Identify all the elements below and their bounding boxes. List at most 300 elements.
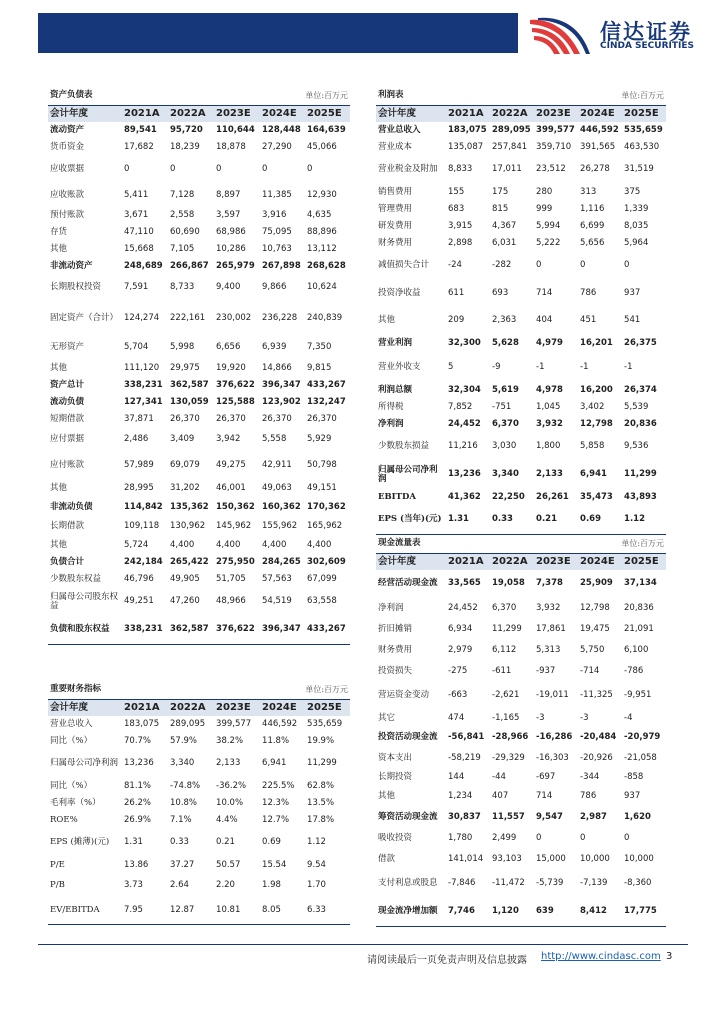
- footer-rule: [38, 944, 688, 945]
- table-row: [48, 360, 350, 377]
- cell-value: 2,363: [492, 314, 517, 325]
- cell-value: 26,370: [262, 413, 292, 424]
- table-row: [48, 554, 350, 571]
- cell-value: -3: [536, 712, 545, 723]
- cell-value: 6,656: [216, 342, 241, 353]
- cell-value: 20,836: [624, 418, 657, 429]
- cell-value: 3,942: [216, 434, 241, 445]
- cell-value: 26,278: [580, 164, 610, 175]
- cell-value: 683: [448, 203, 465, 214]
- table-row: [376, 489, 666, 506]
- cell-value: 289,095: [170, 718, 206, 729]
- cell-value: 7.1%: [170, 814, 192, 825]
- cell-value: 11.8%: [262, 735, 290, 746]
- cell-value: 937: [624, 790, 641, 801]
- cell-value: 155,962: [262, 520, 298, 531]
- cell-value: 183,075: [124, 718, 160, 729]
- table-row: [376, 898, 666, 927]
- cell-value: 265,422: [170, 556, 209, 567]
- row-label: 现金流净增加额: [376, 898, 446, 927]
- cell-value: -663: [448, 690, 468, 701]
- cell-value: 47,110: [124, 226, 154, 237]
- cell-value: 114,842: [124, 501, 163, 512]
- cell-value: 50,798: [307, 459, 337, 470]
- cell-value: 399,577: [216, 718, 252, 729]
- cell-value: 1.31: [446, 506, 490, 535]
- cell-value: -937: [536, 665, 556, 676]
- cell-value: 8,897: [216, 189, 241, 200]
- cell-value: 46,796: [124, 573, 154, 584]
- cell-value: 19,475: [580, 623, 610, 634]
- cell-value: 5,994: [536, 220, 561, 231]
- cell-value: 11,216: [448, 441, 478, 452]
- cell-value: -7,846: [448, 878, 476, 889]
- column-header-year: 2025E: [305, 700, 350, 717]
- table-row: [48, 336, 350, 360]
- cell-value: 7,746: [446, 898, 490, 927]
- cell-value: 24,452: [448, 418, 481, 429]
- cell-value: 15,668: [124, 243, 154, 254]
- key-indicators-table: [48, 680, 350, 925]
- cell-value: 21,091: [624, 623, 654, 634]
- row-label: 筹资活动现金流: [378, 811, 438, 822]
- cell-value: 815: [492, 203, 509, 214]
- cell-value: -697: [536, 771, 556, 782]
- cell-value: 535,659: [307, 718, 343, 729]
- cell-value: 17,011: [492, 164, 522, 175]
- cell-value: 41,362: [448, 491, 481, 502]
- cell-value: 10.8%: [170, 797, 198, 808]
- cell-value: 0.69: [262, 837, 281, 848]
- row-label: 毛利率（%）: [50, 797, 101, 808]
- cell-value: 6,370: [492, 602, 517, 613]
- cell-value: 23,512: [536, 164, 566, 175]
- cell-value: 125,588: [216, 396, 255, 407]
- footer-disclaimer: 请阅读最后一页免责声明及信息披露: [367, 955, 527, 966]
- table-row: [48, 812, 350, 829]
- cell-value: 1,800: [536, 441, 561, 452]
- cell-value: 16,200: [580, 384, 613, 395]
- cell-value: 376,622: [214, 616, 260, 645]
- income-statement-table: [376, 86, 666, 535]
- cell-value: 164,639: [307, 124, 346, 135]
- cell-value: 433,267: [307, 379, 346, 390]
- cell-value: 2,558: [170, 209, 195, 220]
- cell-value: 33,565: [448, 578, 481, 589]
- cell-value: 275,950: [216, 556, 255, 567]
- cell-value: 5,222: [536, 237, 561, 248]
- cell-value: 6,031: [492, 237, 517, 248]
- cell-value: 5,704: [124, 342, 149, 353]
- column-header-year: 2023E: [534, 554, 578, 571]
- footer-website-link[interactable]: http://www.cindasc.com: [541, 951, 661, 962]
- cell-value: -20,926: [580, 752, 613, 763]
- cell-value: -1: [580, 362, 589, 373]
- cell-value: 10,286: [216, 243, 246, 254]
- cell-value: 4,635: [307, 209, 332, 220]
- cell-value: 25,909: [580, 578, 613, 589]
- cell-value: 5,750: [580, 644, 605, 655]
- cell-value: 12,930: [307, 189, 337, 200]
- cell-value: 17.8%: [307, 814, 335, 825]
- cell-value: 13,236: [448, 469, 481, 480]
- column-header-label: 会计年度: [48, 106, 122, 123]
- cell-value: 5,628: [492, 337, 519, 348]
- cell-value: 170,362: [307, 501, 346, 512]
- table-row: [376, 139, 666, 156]
- table-row: [376, 433, 666, 461]
- table-row: [48, 184, 350, 207]
- cell-value: 4,979: [536, 337, 563, 348]
- table-row: [376, 201, 666, 218]
- row-label: P/B: [50, 879, 65, 890]
- cell-value: 19,058: [492, 578, 525, 589]
- cell-value: 109,118: [124, 520, 160, 531]
- cell-value: -714: [580, 665, 600, 676]
- row-label: EBITDA: [378, 491, 416, 502]
- row-label: 减值损失合计: [378, 260, 430, 271]
- cell-value: 3,932: [536, 418, 563, 429]
- table-row: [48, 829, 350, 857]
- cell-value: 5,929: [307, 434, 332, 445]
- row-label: 长期投资: [378, 771, 413, 782]
- cell-value: 362,587: [170, 379, 209, 390]
- table-header-row: [48, 700, 350, 717]
- cell-value: 5,998: [170, 342, 195, 353]
- cell-value: -2,621: [492, 690, 520, 701]
- cell-value: 49,275: [216, 459, 246, 470]
- row-label: 财务费用: [378, 644, 413, 655]
- cell-value: 3,340: [170, 758, 195, 769]
- table-row: [48, 716, 350, 733]
- table-row: [376, 870, 666, 898]
- cell-value: 0.21: [216, 837, 235, 848]
- cell-value: 1.70: [307, 879, 326, 890]
- row-label: 同比（%）: [50, 780, 93, 791]
- row-label: 负债合计: [50, 556, 85, 567]
- cell-value: 0: [170, 164, 176, 175]
- table-row: [376, 570, 666, 598]
- cell-value: 6,112: [492, 644, 517, 655]
- table-row: [376, 769, 666, 786]
- table-header-row: [48, 106, 350, 123]
- table-title-row: [376, 86, 666, 106]
- cell-value: 714: [536, 288, 553, 299]
- column-header-year: 2021A: [122, 106, 168, 123]
- cell-value: 9.54: [307, 859, 326, 870]
- cell-value: -20,979: [624, 731, 661, 742]
- row-label: 其他: [50, 483, 68, 494]
- table-row: [376, 598, 666, 619]
- cell-value: 70.7%: [124, 735, 152, 746]
- cell-value: 714: [536, 790, 553, 801]
- cell-value: 2,499: [492, 832, 517, 843]
- cell-value: 26,375: [624, 337, 657, 348]
- cell-value: 26,370: [216, 413, 246, 424]
- cell-value: 12.7%: [262, 814, 290, 825]
- table-row: [376, 416, 666, 433]
- cell-value: 541: [624, 314, 641, 325]
- cell-value: 3,597: [216, 209, 241, 220]
- table-row: [48, 874, 350, 897]
- cell-value: 50.57: [216, 859, 241, 870]
- cell-value: 433,267: [305, 616, 350, 645]
- table-row: [48, 394, 350, 411]
- cell-value: 399,577: [536, 124, 575, 135]
- row-label: 其他: [378, 314, 396, 325]
- row-label: 非流动资产: [50, 260, 93, 271]
- cell-value: 7.95: [122, 897, 168, 925]
- cell-value: 93,103: [492, 853, 522, 864]
- row-label: 净利润: [378, 418, 404, 429]
- row-label: 管理费用: [378, 203, 413, 214]
- row-label: 净利润: [378, 602, 404, 613]
- cell-value: 3,402: [580, 401, 605, 412]
- cell-value: 6,370: [492, 418, 519, 429]
- row-label: 支付利息或股息: [378, 878, 438, 889]
- cell-value: -1: [536, 362, 545, 373]
- table-row: [376, 807, 666, 828]
- cell-value: 236,228: [262, 312, 298, 323]
- cell-value: 3,932: [536, 602, 561, 613]
- table-row: [376, 218, 666, 235]
- column-header-year: 2022A: [490, 554, 534, 571]
- table-row: [48, 537, 350, 554]
- row-label: 少数股东损益: [378, 441, 430, 452]
- cell-value: 26.9%: [124, 814, 152, 825]
- row-label: 营业外收支: [378, 362, 421, 373]
- cell-value: 89,541: [124, 124, 157, 135]
- cell-value: 132,247: [307, 396, 346, 407]
- table-row: [48, 857, 350, 874]
- table-row: [48, 588, 350, 616]
- cell-value: 60,690: [170, 226, 200, 237]
- cell-value: 3,915: [448, 220, 473, 231]
- cell-value: 257,841: [492, 141, 528, 152]
- table-row: [376, 235, 666, 252]
- cell-value: 391,565: [580, 141, 616, 152]
- cell-value: 35,473: [580, 491, 613, 502]
- cell-value: -275: [448, 665, 468, 676]
- cell-value: 10.81: [214, 897, 260, 925]
- table-row: [48, 139, 350, 156]
- column-header-year: 2022A: [168, 700, 214, 717]
- cell-value: 123,902: [262, 396, 301, 407]
- cell-value: 81.1%: [124, 780, 152, 791]
- row-label: 吸收投资: [378, 832, 413, 843]
- column-header-year: 2025E: [305, 106, 350, 123]
- table-row: [376, 748, 666, 769]
- cell-value: -786: [624, 665, 644, 676]
- cell-value: 302,609: [307, 556, 346, 567]
- cell-value: 27,290: [262, 141, 292, 152]
- table-row: [48, 275, 350, 301]
- cell-value: 225.5%: [262, 780, 295, 791]
- cell-value: 37.27: [170, 859, 195, 870]
- row-label: 利润总额: [378, 384, 413, 395]
- cell-value: 1,234: [448, 790, 473, 801]
- cell-value: 111,120: [124, 362, 160, 373]
- row-label: 归属母公司净利润: [50, 758, 119, 769]
- row-label: 营业总收入: [378, 124, 421, 135]
- column-header-year: 2021A: [446, 554, 490, 571]
- cell-value: 26,370: [307, 413, 337, 424]
- cell-value: 12.87: [168, 897, 214, 925]
- cell-value: 13,112: [307, 243, 337, 254]
- cell-value: 376,622: [216, 379, 255, 390]
- cell-value: 8,412: [578, 898, 622, 927]
- cell-value: -7,139: [580, 878, 608, 889]
- cell-value: 26,370: [170, 413, 200, 424]
- cell-value: 240,839: [307, 312, 343, 323]
- table-row: [48, 224, 350, 241]
- table-row: [376, 682, 666, 710]
- row-label: 非流动负债: [50, 501, 93, 512]
- cell-value: 49,251: [124, 596, 154, 607]
- table-row: [48, 750, 350, 778]
- cell-value: 4,400: [170, 539, 195, 550]
- table-row: [48, 897, 350, 925]
- cell-value: 88,896: [307, 226, 337, 237]
- balance-sheet-table: [48, 86, 350, 645]
- cell-value: 8.05: [260, 897, 305, 925]
- cell-value: 9,866: [262, 282, 287, 293]
- cell-value: 268,628: [307, 260, 346, 271]
- table-row: [48, 122, 350, 139]
- row-label: 归属母公司净利润: [378, 464, 438, 484]
- cell-value: 57.9%: [170, 735, 198, 746]
- row-label: 固定资产（合计）: [50, 312, 119, 323]
- cinda-logo-icon: [528, 14, 598, 56]
- cell-value: 51,705: [216, 573, 246, 584]
- cell-value: -858: [624, 771, 644, 782]
- cell-value: 338,231: [124, 379, 163, 390]
- cell-value: 62.8%: [307, 780, 335, 791]
- cell-value: 38.2%: [216, 735, 244, 746]
- row-label: 销售费用: [378, 186, 413, 197]
- column-header-year: 2023E: [214, 106, 260, 123]
- cell-value: 5,656: [580, 237, 605, 248]
- cell-value: 4,400: [216, 539, 241, 550]
- column-header-year: 2024E: [578, 106, 622, 123]
- cell-value: 20,836: [624, 602, 654, 613]
- cell-value: 4.4%: [216, 814, 238, 825]
- cell-value: 2,898: [448, 237, 473, 248]
- cell-value: 362,587: [168, 616, 214, 645]
- table-row: [376, 661, 666, 682]
- cell-value: 1,120: [490, 898, 534, 927]
- cell-value: 68,986: [216, 226, 246, 237]
- cell-value: 6,699: [580, 220, 605, 231]
- cell-value: 32,300: [448, 337, 481, 348]
- cell-value: 4,367: [492, 220, 517, 231]
- cell-value: 2,133: [216, 758, 241, 769]
- cell-value: 209: [448, 314, 465, 325]
- cell-value: 42,911: [262, 459, 292, 470]
- cell-value: 407: [492, 790, 509, 801]
- cell-value: 396,347: [262, 379, 301, 390]
- cell-value: 7,852: [448, 401, 473, 412]
- table-title: 资产负债表: [48, 86, 214, 106]
- table-title: 利润表: [376, 86, 534, 106]
- cell-value: 15,000: [536, 853, 566, 864]
- table-row: [376, 280, 666, 308]
- cell-value: 3,671: [124, 209, 149, 220]
- cell-value: 289,095: [492, 124, 531, 135]
- row-label: 营业利润: [378, 337, 413, 348]
- column-header-year: 2022A: [490, 106, 534, 123]
- cell-value: 0: [624, 832, 630, 843]
- table-row: [48, 516, 350, 537]
- cell-value: 1,116: [580, 203, 605, 214]
- cell-value: -74.8%: [170, 780, 201, 791]
- cell-value: 9,400: [216, 282, 241, 293]
- table-title-row: [48, 86, 350, 106]
- table-row: [48, 156, 350, 184]
- cell-value: 8,035: [624, 220, 649, 231]
- row-label: 应付票据: [50, 434, 85, 445]
- cell-value: 32,304: [448, 384, 481, 395]
- cell-value: 535,659: [624, 124, 663, 135]
- cell-value: 0: [580, 260, 586, 271]
- cell-value: 7,105: [170, 243, 195, 254]
- row-label: EPS (摊薄)(元): [50, 837, 110, 848]
- cell-value: 13,236: [124, 758, 154, 769]
- cell-value: -16,286: [536, 731, 573, 742]
- table-row: [376, 786, 666, 807]
- cell-value: -4: [624, 712, 633, 723]
- cell-value: 95,720: [170, 124, 203, 135]
- cell-value: 7,128: [170, 189, 195, 200]
- row-label: 投资净收益: [378, 288, 421, 299]
- table-row: [376, 252, 666, 280]
- table-row: [376, 640, 666, 661]
- row-label: 应收票据: [50, 164, 85, 175]
- table-row: [48, 795, 350, 812]
- cell-value: 280: [536, 186, 553, 197]
- table-unit: 单位:百万元: [214, 86, 350, 106]
- cell-value: 6,934: [448, 623, 473, 634]
- cell-value: 266,867: [170, 260, 209, 271]
- cell-value: 6,939: [262, 342, 287, 353]
- cell-value: -56,841: [448, 731, 485, 742]
- row-label: 所得税: [378, 401, 404, 412]
- row-label: 其他: [50, 362, 68, 373]
- cell-value: 127,341: [124, 396, 163, 407]
- cell-value: -36.2%: [216, 780, 247, 791]
- cell-value: 11,557: [492, 811, 525, 822]
- cell-value: 69,079: [170, 459, 200, 470]
- table-row: [376, 619, 666, 640]
- cell-value: 0.33: [490, 506, 534, 535]
- table-row: [48, 452, 350, 479]
- table-row: [48, 733, 350, 750]
- cell-value: 5,619: [492, 384, 519, 395]
- cell-value: 8,733: [170, 282, 195, 293]
- cell-value: 28,995: [124, 483, 154, 494]
- cell-value: 446,592: [262, 718, 298, 729]
- column-header-label: 会计年度: [376, 106, 446, 123]
- row-label: 其它: [378, 712, 396, 723]
- cell-value: -9,951: [624, 690, 652, 701]
- cash-flow-table: [376, 534, 666, 927]
- table-row: [376, 461, 666, 489]
- cell-value: -3: [580, 712, 589, 723]
- table-row: [376, 506, 666, 535]
- row-label: 其他: [378, 790, 396, 801]
- cell-value: 144: [448, 771, 465, 782]
- cell-value: 2,979: [448, 644, 473, 655]
